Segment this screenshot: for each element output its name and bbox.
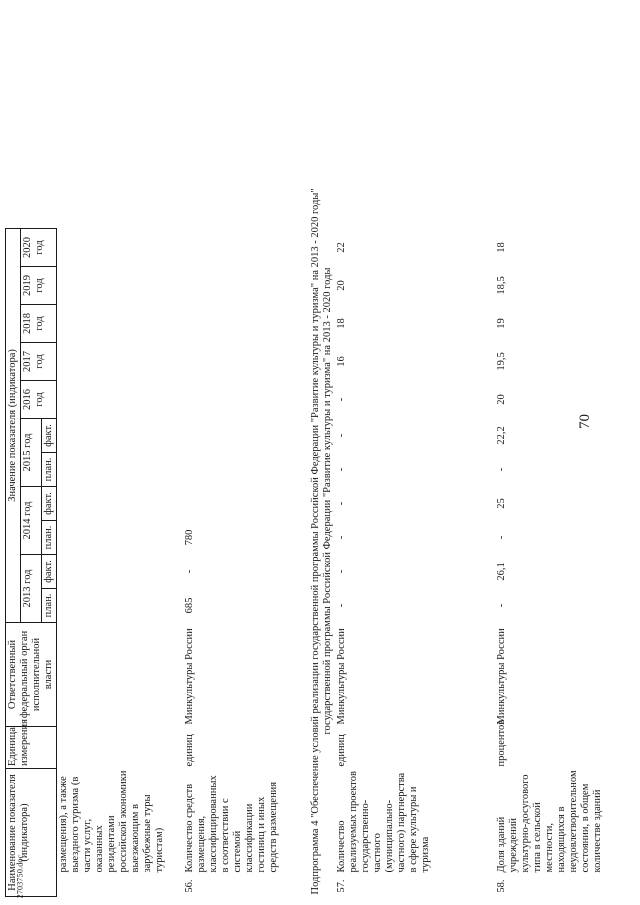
subprogram-row	[309, 5, 335, 896]
header-2015-plan: план.	[42, 452, 57, 486]
indicator-unit: единиц	[336, 734, 347, 767]
header-2013-plan: план.	[42, 588, 57, 622]
header-2019: 2019 год	[21, 266, 57, 304]
value-2013-fact: 26,1	[496, 562, 507, 581]
value-2014-plan: -	[336, 535, 347, 540]
value-2018: 18	[336, 318, 347, 329]
value-2017: 16	[336, 356, 347, 367]
row-number: 58.	[496, 879, 507, 893]
table-row-56	[183, 5, 309, 896]
subprogram-title-continued: государственной программы Российской Федерации "Развитие культуры и туризма" на 2013 - 2020 годы	[322, 267, 333, 735]
value-2013-plan: 685	[184, 597, 195, 614]
value-2019	[183, 266, 309, 304]
value-2019: 20	[336, 280, 347, 291]
value-2016: 20	[496, 394, 507, 405]
value-2016: -	[336, 397, 347, 402]
header-name: Наименование показателя (индикатора)	[6, 768, 57, 896]
value-2016	[183, 380, 309, 418]
indicator-org: Минкультуры России	[496, 628, 507, 725]
header-2013: 2013 год	[21, 554, 42, 622]
header-2014: 2014 год	[21, 486, 42, 554]
continuation-name: размещения), а также выездного туризма (в части услуг, оказанных резидентами российской экономики выезжающим в зарубежные туры туристам)	[58, 770, 165, 873]
value-2018	[183, 304, 309, 342]
header-2020: 2020 год	[21, 228, 57, 266]
value-2014-plan: 780	[184, 529, 195, 546]
subprogram-title: Подпрограмма 4 "Обеспечение условий реализации государственной программы Российской Федерации "Развитие культуры и туризма" на 2013 - 2020 годы"	[310, 188, 321, 895]
table-header-row-1	[6, 5, 21, 896]
value-2020: 22	[336, 242, 347, 253]
value-2020	[183, 228, 309, 266]
indicator-org: Минкультуры России	[336, 628, 347, 725]
header-2014-fact: факт.	[42, 486, 57, 520]
value-2013-fact: -	[184, 569, 195, 574]
indicator-name: Количество средств размещения, классифицированных в соответствии с системой классификации гостиниц и иных средств размещения	[184, 775, 279, 873]
value-2020: 18	[496, 242, 507, 253]
header-2013-fact: факт.	[42, 554, 57, 588]
value-2015-plan: -	[336, 467, 347, 472]
value-2015-fact: -	[336, 433, 347, 438]
row-number: 56.	[184, 879, 195, 893]
value-2015-plan: -	[496, 467, 507, 472]
value-2013-plan: -	[336, 603, 347, 608]
indicator-name: Количество реализуемых проектов государственно-частного (муниципально-частного) партнерства в сфере культуры и туризма	[336, 771, 431, 873]
value-2017	[183, 342, 309, 380]
header-org: Ответственный федеральный орган исполнительной власти	[6, 622, 57, 726]
value-2013-plan: -	[496, 603, 507, 608]
value-2014-plan: -	[496, 535, 507, 540]
value-2015-plan	[183, 452, 309, 486]
header-values-group: Значение показателя (индикатора)	[6, 228, 21, 622]
row-number: 57.	[336, 879, 347, 893]
value-2015-fact: 22,2	[496, 426, 507, 445]
header-2017: 2017 год	[21, 342, 57, 380]
table-row-continuation	[57, 5, 184, 896]
header-2016: 2016 год	[21, 380, 57, 418]
table-row-57	[335, 5, 495, 896]
value-2018: 19	[496, 318, 507, 329]
header-2015: 2015 год	[21, 418, 42, 486]
value-2014-fact: 25	[496, 498, 507, 509]
header-2018: 2018 год	[21, 304, 57, 342]
value-2015-fact	[183, 418, 309, 452]
value-2017: 19,5	[496, 352, 507, 371]
value-2019: 18,5	[496, 276, 507, 295]
rotated-table-block	[5, 32, 603, 897]
value-2014-fact	[183, 486, 309, 520]
indicator-unit: единиц	[184, 734, 195, 767]
value-2013-fact: -	[336, 569, 347, 574]
indicator-name: Доля зданий учреждений культурно-досугового типа в сельской местности, находящихся в неудовлетворительном состоянии, в общем количестве зданий	[496, 770, 603, 873]
value-2014-fact: -	[336, 501, 347, 506]
indicator-unit: процентов	[496, 719, 507, 767]
indicators-table	[5, 5, 622, 897]
header-unit: Единица измерения	[6, 726, 57, 768]
document-code: 2703750.doc	[15, 854, 25, 899]
indicator-org: Минкультуры России	[184, 628, 195, 725]
header-2015-fact: факт.	[42, 418, 57, 452]
page-number: 70	[577, 414, 593, 429]
table-row-58	[495, 5, 622, 896]
header-2014-plan: план.	[42, 520, 57, 554]
